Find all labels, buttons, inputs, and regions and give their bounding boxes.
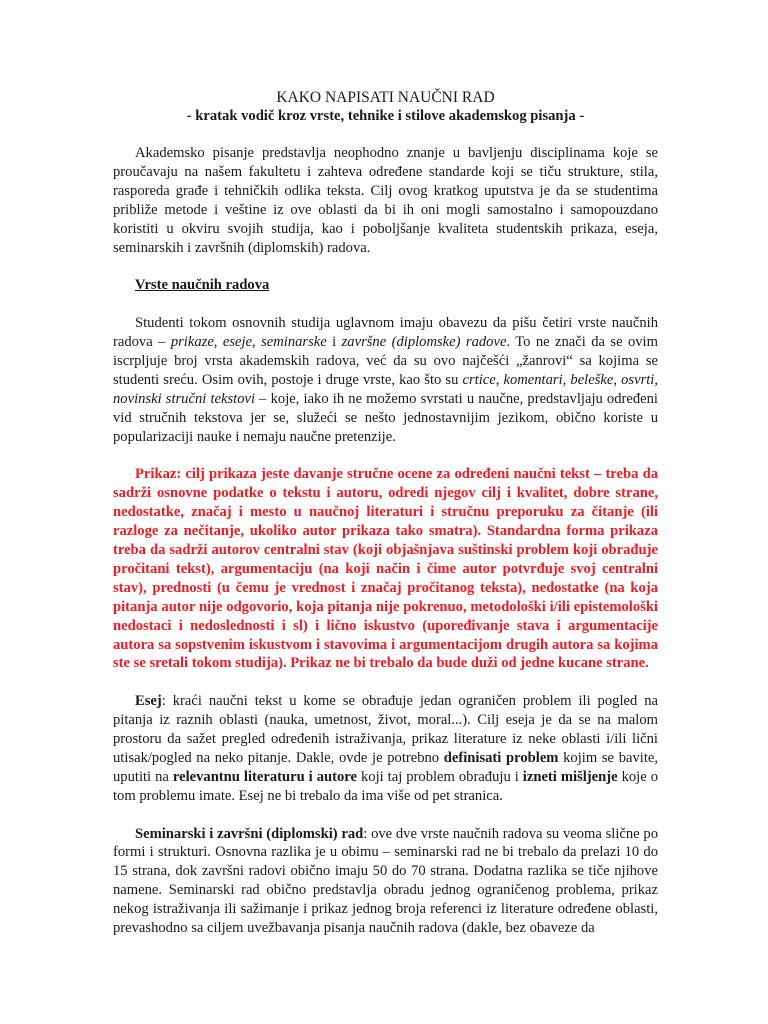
esej-paragraph: Esej: kraći naučni tekst u kome se obrađuje jedan ograničen problem ili pogled na pitanja iz raznih oblasti (nauka, umetnost, život, moral...). Cilj eseja je da se na malom prostoru da sažet pregled određenih istraživanja, prikaz literature iz neke oblasti i/ili lični utisak/pogled na neko pitanje. Dakle, ovde je potrebno definisati problem kojim se bavite, uputiti na relevantnu literaturu i autore koji taj problem obrađuju i izneti mišljenje koje o tom problemu imate. Esej ne bi trebalo da ima više od pet stranica. <box>113 693 658 804</box>
types-paragraph: Studenti tokom osnovnih studija uglavnom imaju obavezu da pišu četiri vrste naučnih radova – prikaze, eseje, seminarske i završne (diplomske) radove. To ne znači da se ovim iscrpljuje broj vrsta akademskih radova, već da su ovo najčešći „žanrovi“ sa kojima se studenti sreću. Osim ovih, postoje i druge vrste, kao što su crtice, komentari, beleške, osvrti, novinski stručni tekstovi – koje, iako ih ne možemo svrstati u naučne, predstavljaju određeni vid stručnih tekstova jer se, služeći se nešto jednostavnijim jezikom, obično koriste u popularizaciji nauke i nemaju naučne pretenzije. <box>113 315 659 445</box>
seminarski-paragraph: Seminarski i završni (diplomski) rad: ove dve vrste naučnih radova su veoma slične po formi i strukturi. Osnovna razlika je u obimu – seminarski rad ne bi trebalo da prelazi 10 do 15 strana, dok završni radovi obično imaju 50 do 70 strana. Dodatna razlika se tiče njihove namene. Seminarski rad obično predstavlja obradu jednog ograničenog problema, prikaz nekog istraživanja ili sažimanje i prikaz jednog broja referenci iz literature određene oblasti, prevashodno sa ciljem uvežbavanja pisanja naučnih radova (dakle, bez obaveze da <box>113 825 658 937</box>
intro-paragraph: Akademsko pisanje predstavlja neophodno znanje u bavljenju disciplinama koje se proučavaju na našem fakultetu i zahteva određene standarde koji se tiču strukture, stila, rasporeda građe i tehničkih odlika teksta. Cilj ovog kratkog uputstva je da se studentima približe metode i veštine iz ove oblasti da bi ih oni mogli samostalno i samopouzdano koristiti u okviru svojih studija, kao i poboljšanje kvaliteta studentskih prikaza, eseja, seminarskih i završnih (diplomskih) radova. <box>113 145 658 256</box>
section-heading: Vrste naučnih radova <box>135 277 270 294</box>
document-subtitle: - kratak vodič kroz vrste, tehnike i stilove akademskog pisanja - <box>186 108 585 124</box>
esej-label: Esej <box>135 693 162 710</box>
prikaz-paragraph: Prikaz: cilj prikaza jeste davanje stručne ocene za određeni naučni tekst – treba da sadrži osnovne podatke o tekstu i autoru, odredi njegov cilj i kvalitet, dobre strane, nedostatke, značaj i mesto u naučnoj literaturi i stručnu preporuku za čitanje (ili razloge za nečitanje, ukoliko autor prikaza tako smatra). Standardna forma prikaza treba da sadrži autorov centralni stav (koji objašnjava suštinski problem koji obrađuje pročitani tekst), argumentaciju (na koji način i čime autor potvrđuje svoj centralni stav), prednosti (u čemu je vrednost i značaj pročitanog teksta), nedostatke (na koja pitanja autor nije odgovorio, koja pitanja nije pokrenuo, metodološki i/ili epistemološki nedostaci i nedoslednosti i sl) i lično iskustvo (upoređivanje stava i argumentacije autora sa sopstvenim iskustvom i stavovima i argumentacijom drugih autora sa kojima ste se sretali tokom studija). Prikaz ne bi trebalo da bude duži od jedne kucane strane. <box>113 466 658 672</box>
seminarski-label: Seminarski i završni (diplomski) rad <box>135 825 364 842</box>
document-title: KAKO NAPISATI NAUČNI RAD <box>276 89 495 106</box>
